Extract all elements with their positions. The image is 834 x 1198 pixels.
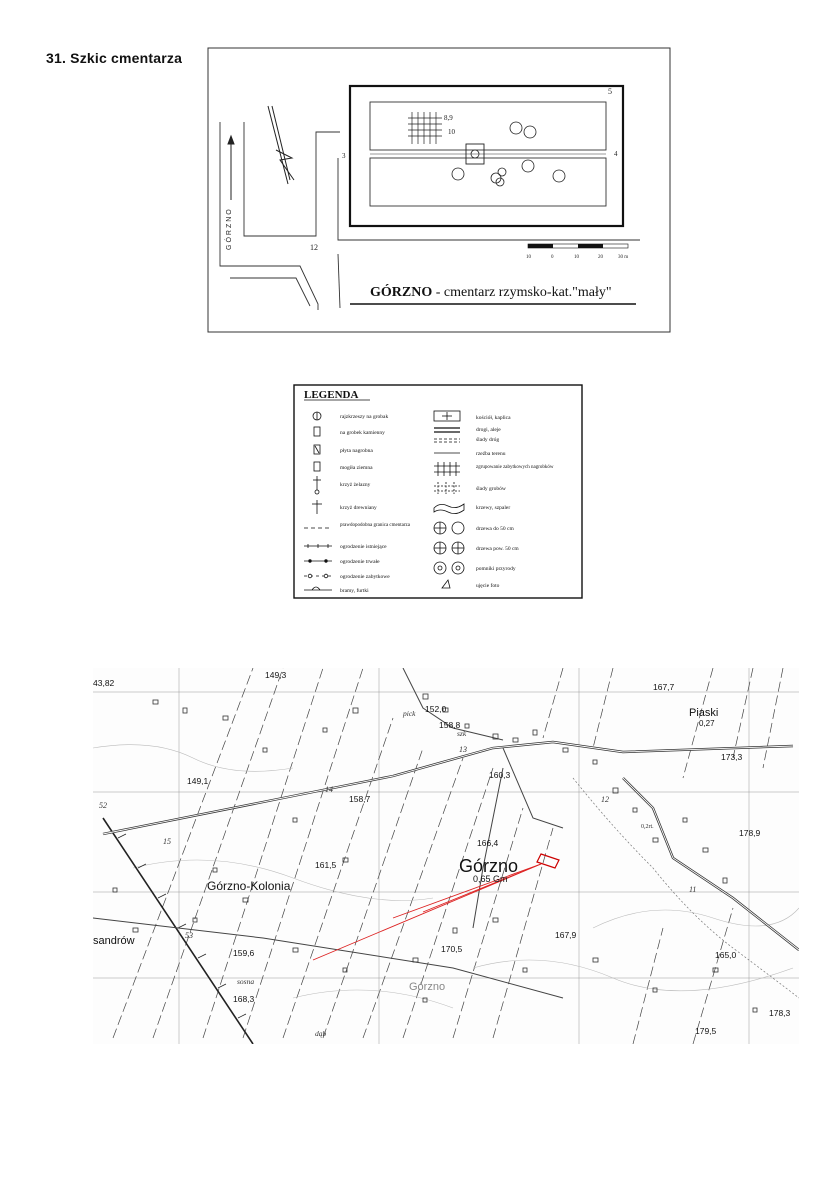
svg-text:krzewy, szpaler: krzewy, szpaler [476,505,511,511]
svg-text:161,5: 161,5 [315,860,337,870]
svg-text:3: 3 [342,152,346,160]
svg-text:prawdopodobna granica cmentarz: prawdopodobna granica cmentarza [340,523,410,528]
svg-text:160,3: 160,3 [489,770,511,780]
road-label: GÓRZNO [226,207,233,250]
svg-text:0,65 Gm: 0,65 Gm [473,874,508,884]
svg-text:0,2rt.: 0,2rt. [641,824,654,830]
topographic-map [93,668,799,1044]
svg-text:11: 11 [689,885,697,894]
svg-text:pick: pick [403,709,416,718]
svg-text:kościół, kaplica: kościół, kaplica [476,415,511,421]
photo-number: 12 [310,243,318,252]
svg-text:170,5: 170,5 [441,944,463,954]
svg-text:15: 15 [163,837,171,846]
svg-text:4: 4 [614,150,618,158]
svg-text:179,5: 179,5 [695,1026,717,1036]
svg-text:178,3: 178,3 [769,1008,791,1018]
svg-text:krzyż drewniany: krzyż drewniany [340,505,377,511]
svg-text:ślady dróg: ślady dróg [476,437,500,443]
svg-text:167,9: 167,9 [555,930,577,940]
svg-text:drzewa do 50 cm: drzewa do 50 cm [476,526,514,532]
svg-text:149,3: 149,3 [265,670,287,680]
svg-text:8,9: 8,9 [444,114,453,122]
svg-text:0,27: 0,27 [699,719,715,728]
legend-title: LEGENDA [304,389,359,401]
cemetery-sketch [200,40,680,342]
svg-text:158,8: 158,8 [439,720,461,730]
svg-text:bramy, furtki: bramy, furtki [340,588,369,594]
svg-text:30 m: 30 m [618,255,629,260]
sketch-caption: GÓRZNO - cmentarz rzymsko-kat."mały" [370,285,612,300]
svg-text:10: 10 [574,255,579,260]
svg-text:ogrodzenie trwałe: ogrodzenie trwałe [340,559,380,565]
svg-text:ujęcie foto: ujęcie foto [476,583,500,589]
svg-text:173,3: 173,3 [721,752,743,762]
svg-text:ślady grobów: ślady grobów [476,486,506,492]
svg-text:13: 13 [459,745,467,754]
svg-text:ogrodzenie istniejące: ogrodzenie istniejące [340,544,387,550]
svg-text:rzeźba terenu: rzeźba terenu [476,451,506,457]
svg-text:pomniki przyrody: pomniki przyrody [476,566,516,572]
svg-text:sandrów: sandrów [93,935,135,947]
svg-text:167,7: 167,7 [653,682,675,692]
page-title: 31. Szkic cmentarza [46,50,183,66]
svg-text:165,0: 165,0 [715,950,737,960]
svg-text:sosna: sosna [237,977,255,986]
svg-text:mogiła ziemna: mogiła ziemna [340,465,373,471]
svg-text:0: 0 [551,255,554,260]
svg-text:166,4: 166,4 [477,838,499,848]
svg-text:149,1: 149,1 [187,776,209,786]
svg-text:10: 10 [448,128,455,136]
svg-text:43,82: 43,82 [93,678,115,688]
svg-text:14: 14 [325,785,333,794]
svg-text:168,3: 168,3 [233,994,255,1004]
legend [288,378,588,608]
svg-text:52: 52 [99,801,107,810]
svg-text:zgrupowanie zabytkowych nagrob: zgrupowanie zabytkowych nagrobków [476,465,554,470]
svg-text:dąb: dąb [315,1029,327,1038]
svg-text:5: 5 [608,87,612,96]
scale-bar [528,244,628,248]
svg-text:drogi, aleje: drogi, aleje [476,427,501,433]
svg-text:10: 10 [526,255,531,260]
svg-text:178,9: 178,9 [739,828,761,838]
svg-text:szk: szk [457,729,467,738]
svg-text:płyta nagrobna: płyta nagrobna [340,448,373,454]
svg-text:12: 12 [601,795,609,804]
svg-text:drzewa pow. 50 cm: drzewa pow. 50 cm [476,546,519,552]
svg-text:krzyż żelazny: krzyż żelazny [340,482,371,488]
svg-text:Piaski: Piaski [689,707,719,719]
svg-text:158,7: 158,7 [349,794,371,804]
svg-text:ogrodzenie zabytkowe: ogrodzenie zabytkowe [340,574,390,580]
svg-text:20: 20 [598,255,603,260]
svg-text:53: 53 [185,931,193,940]
svg-text:na grobek kamienny: na grobek kamienny [340,430,385,436]
svg-text:152,0: 152,0 [425,704,447,714]
svg-text:Górzno-Kolonia: Górzno-Kolonia [207,879,291,893]
svg-text:Górzno: Górzno [409,981,446,993]
town-label: Górzno [459,856,519,876]
svg-text:rajzkrzeszy na grobak: rajzkrzeszy na grobak [340,414,389,420]
svg-text:159,6: 159,6 [233,948,255,958]
